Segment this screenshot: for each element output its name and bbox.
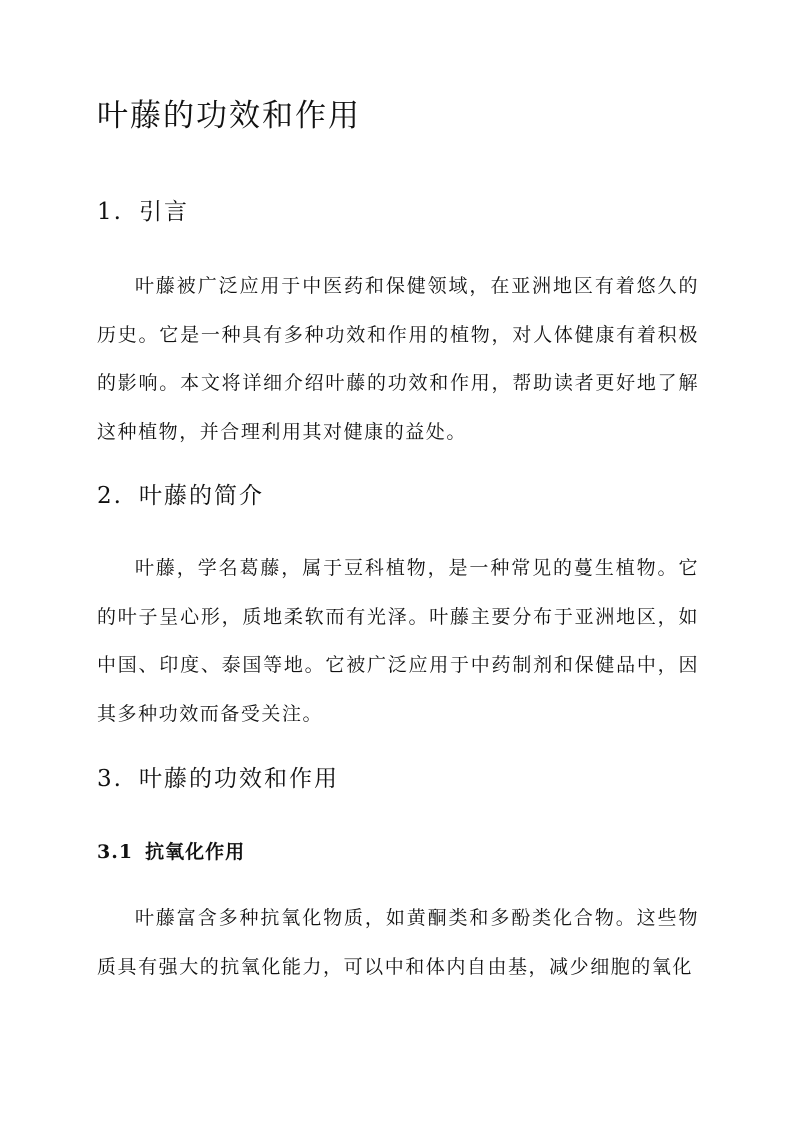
section-heading-text: 叶藤的功效和作用 bbox=[138, 766, 339, 792]
section-heading-overview bbox=[97, 476, 264, 516]
subsection-number: 3.1 bbox=[97, 841, 134, 863]
section-number: 1. bbox=[97, 199, 123, 225]
subsection-heading-antioxidant bbox=[97, 835, 245, 869]
overview-paragraph: 叶藤，学名葛藤，属于豆科植物，是一种常见的蔓生植物。它的叶子呈心形，质地柔软而有光泽。叶藤主要分布于亚洲地区，如中国、印度、泰国等地。它被广泛应用于中药制剂和保健品中，因其多种功效而备受关注。 bbox=[97, 557, 699, 725]
introduction-paragraph: 叶藤被广泛应用于中医药和保健领域，在亚洲地区有着悠久的历史。它是一种具有多种功效和作用的植物，对人体健康有着积极的影响。本文将详细介绍叶藤的功效和作用，帮助读者更好地了解这种植物，并合理利用其对健康的益处。 bbox=[97, 275, 699, 443]
section-heading-text: 叶藤的简介 bbox=[138, 483, 264, 509]
section-heading-effects bbox=[97, 759, 339, 799]
section-heading-introduction bbox=[97, 192, 189, 232]
page-title: 叶藤的功效和作用 bbox=[97, 98, 361, 134]
section-number: 2. bbox=[97, 483, 123, 509]
section-number: 3. bbox=[97, 766, 123, 792]
antioxidant-paragraph: 叶藤富含多种抗氧化物质，如黄酮类和多酚类化合物。这些物质具有强大的抗氧化能力，可以中和体内自由基，减少细胞的氧化 bbox=[97, 907, 699, 978]
section-heading-text: 引言 bbox=[138, 199, 189, 225]
subsection-heading-text: 抗氧化作用 bbox=[145, 841, 246, 863]
